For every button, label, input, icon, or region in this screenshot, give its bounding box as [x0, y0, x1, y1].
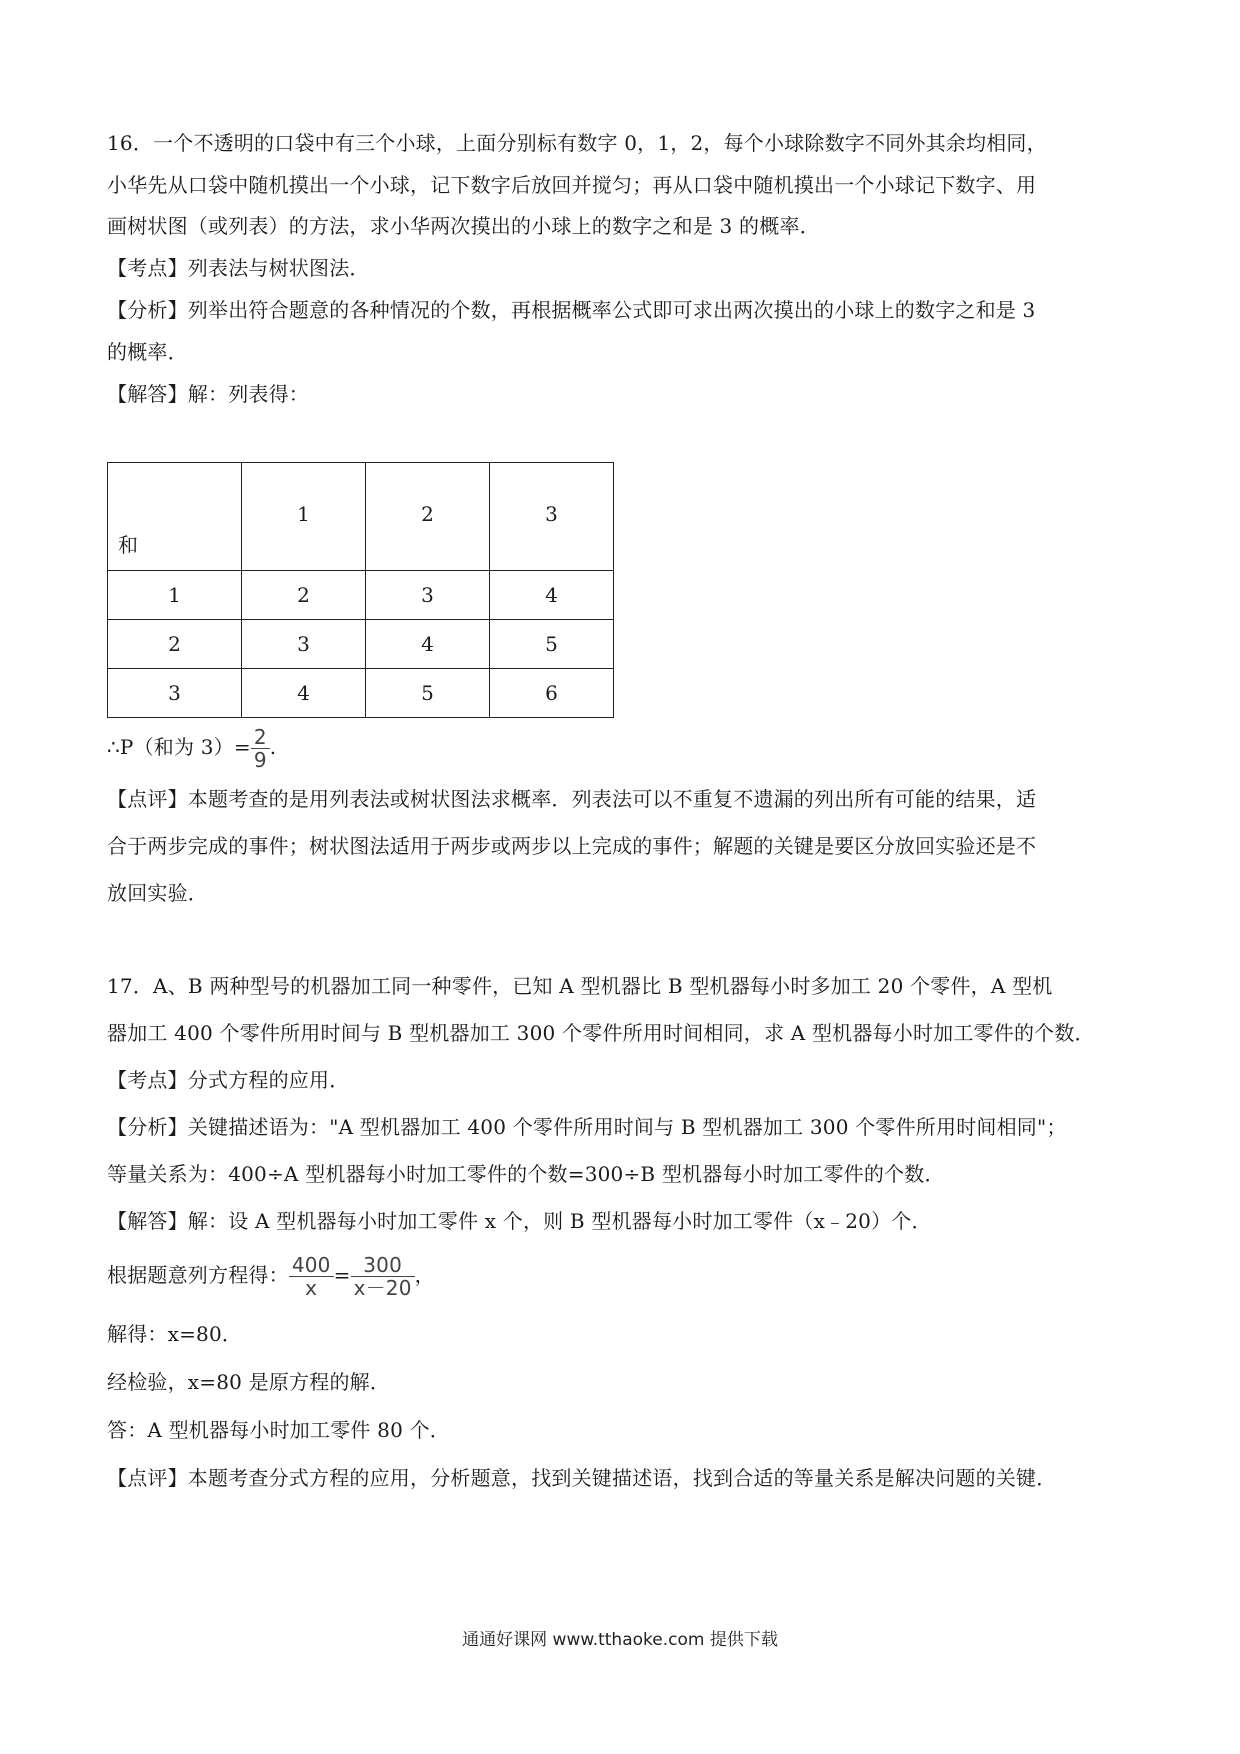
q17-kaodian: 【考点】分式方程的应用．	[107, 1068, 350, 1092]
sum-table-header-cell: 2	[366, 463, 490, 571]
q17-equation-prefix: 根据题意列方程得：	[107, 1263, 289, 1287]
q16-fenxi-line-2: 的概率．	[107, 340, 188, 364]
q16-result-suffix: .	[269, 735, 277, 759]
q16-text-line-2: 小华先从口袋中随机摸出一个小球，记下数字后放回并搅匀；再从口袋中随机摸出一个小球记下数字、用	[107, 173, 1037, 197]
sum-table-row	[108, 669, 614, 718]
equals-sign: =	[333, 1263, 351, 1287]
sum-table	[107, 462, 614, 718]
sum-table-row-label: 2	[108, 620, 242, 669]
q16-result	[107, 722, 276, 772]
sum-table-cell: 3	[242, 620, 366, 669]
left-fraction	[289, 1254, 334, 1299]
fraction-denominator: 9	[253, 748, 267, 772]
fraction-denominator: x－20	[353, 1276, 412, 1300]
right-fraction	[351, 1254, 415, 1299]
sum-table-cell: 4	[490, 571, 614, 620]
sum-table-cell: 3	[366, 571, 490, 620]
sum-table-cell: 2	[242, 571, 366, 620]
fraction-numerator: 300	[351, 1254, 415, 1277]
sum-table-row-label: 1	[108, 571, 242, 620]
sum-table-row	[108, 571, 614, 620]
q17-solve: 解得：x=80．	[107, 1322, 243, 1346]
q17-fenxi-line-1: 【分析】关键描述语为："A 型机器加工 400 个零件所用时间与 B 型机器加工 300 个零件所用时间相同"；	[107, 1115, 1067, 1139]
page-footer: 通通好课网 www.tthaoke.com 提供下载	[462, 1630, 778, 1650]
sum-table-corner: 和	[108, 463, 242, 571]
q17-equation-suffix: ，	[414, 1263, 435, 1287]
q17-dianping: 【点评】本题考查分式方程的应用，分析题意，找到关键描述语，找到合适的等量关系是解决问题的关键．	[107, 1466, 1057, 1490]
q16-kaodian: 【考点】列表法与树状图法．	[107, 256, 370, 280]
sum-table-header-cell: 3	[490, 463, 614, 571]
q16-text-line-1: 16．一个不透明的口袋中有三个小球，上面分别标有数字 0，1，2，每个小球除数字不同外其余均相同，	[107, 131, 1047, 155]
sum-table-header-row	[108, 463, 614, 571]
sum-table-row	[108, 620, 614, 669]
q17-text-line-1: 17．A、B 两种型号的机器加工同一种零件，已知 A 型机器比 B 型机器每小时多加工 20 个零件，A 型机	[107, 974, 1053, 998]
sum-table-cell: 5	[490, 620, 614, 669]
probability-fraction	[251, 726, 270, 771]
q16-dianping-line-2: 合于两步完成的事件；树状图法适用于两步或两步以上完成的事件；解题的关键是要区分放回实验还是不	[107, 834, 1037, 858]
sum-table-header-cell: 1	[242, 463, 366, 571]
q16-dianping-line-3: 放回实验．	[107, 881, 208, 905]
q16-fenxi-line-1: 【分析】列举出符合题意的各种情况的个数，再根据概率公式即可求出两次摸出的小球上的数字之和是 3	[107, 298, 1036, 322]
q16-dianping-line-1: 【点评】本题考查的是用列表法或树状图法求概率．列表法可以不重复不遗漏的列出所有可能的结果，适	[107, 787, 1037, 811]
q17-check: 经检验，x=80 是原方程的解．	[107, 1370, 391, 1394]
q17-fenxi-line-2: 等量关系为：400÷A 型机器每小时加工零件的个数=300÷B 型机器每小时加工零件的个数．	[107, 1162, 945, 1186]
sum-table-cell: 5	[366, 669, 490, 718]
q17-answer: 答：A 型机器每小时加工零件 80 个．	[107, 1418, 450, 1442]
fraction-numerator: 2	[251, 726, 270, 749]
sum-table-cell: 4	[366, 620, 490, 669]
fraction-numerator: 400	[289, 1254, 334, 1277]
q17-jieda: 【解答】解：设 A 型机器每小时加工零件 x 个，则 B 型机器每小时加工零件（x﹣20）个．	[107, 1209, 932, 1233]
q16-result-prefix: ∴P（和为 3）=	[107, 735, 251, 759]
q16-jieda: 【解答】解：列表得：	[107, 382, 309, 406]
sum-table-cell: 6	[490, 669, 614, 718]
fraction-denominator: x	[305, 1276, 318, 1300]
q17-text-line-2: 器加工 400 个零件所用时间与 B 型机器加工 300 个零件所用时间相同，求 A 型机器每小时加工零件的个数．	[107, 1021, 1095, 1045]
sum-table-cell: 4	[242, 669, 366, 718]
q16-text-line-3: 画树状图（或列表）的方法，求小华两次摸出的小球上的数字之和是 3 的概率．	[107, 214, 820, 238]
q17-equation	[107, 1250, 435, 1300]
sum-table-row-label: 3	[108, 669, 242, 718]
